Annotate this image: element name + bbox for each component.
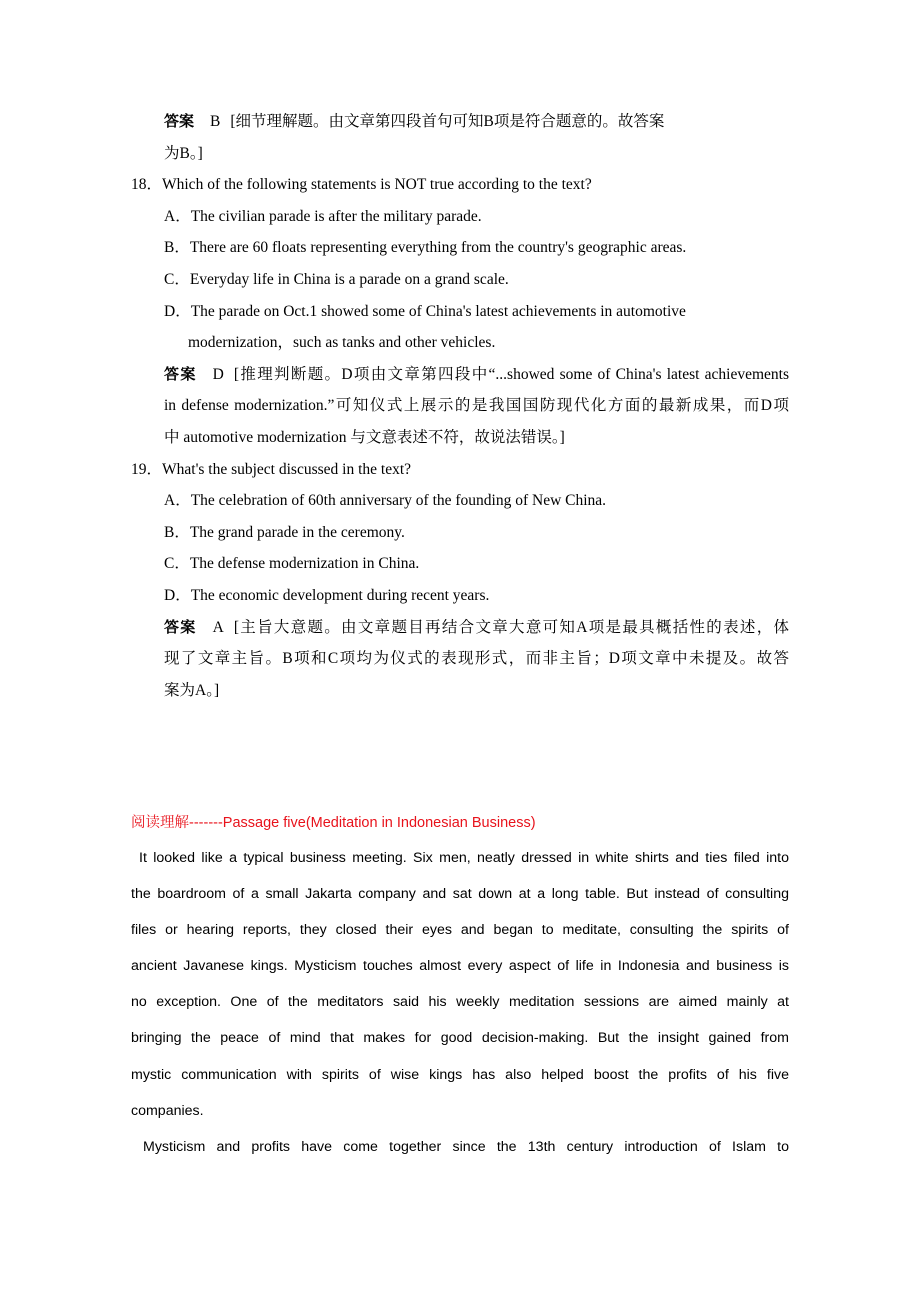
answer-explanation: [主旨大意题。由文章题目再结合文章大意可知A项是最具概括性的表述，体 — [233, 618, 789, 636]
passage-line: mystic communication with spirits of wise kings has also helped boost the profits of his five — [131, 1066, 789, 1083]
passage-line: ancient Javanese kings. Mysticism touches almost every aspect of life in Indonesia and business is — [131, 958, 789, 975]
answer-key: D — [212, 365, 224, 383]
answer-label: 答案 — [164, 617, 197, 636]
q18-option-c: C．Everyday life in China is a parade on a grand scale. — [164, 270, 509, 288]
q17-answer-cont: 为B。] — [164, 144, 203, 162]
q19-option-d: D．The economic development during recent years. — [164, 586, 490, 604]
q18-option-a: A．The civilian parade is after the military parade. — [164, 207, 482, 225]
q18-answer-cont: 中 automotive modernization 与文意表述不符，故说法错误。] — [164, 428, 565, 446]
q19-question: 19．What's the subject discussed in the text? — [131, 460, 412, 478]
passage-line: files or hearing reports, they closed their eyes and began to meditate, consulting the spirits of — [131, 922, 789, 939]
answer-key: A — [212, 618, 224, 636]
passage-body — [131, 840, 789, 1165]
q18-option-d-cont: modernization，such as tanks and other vehicles. — [188, 334, 496, 352]
passage-heading: 阅读理解-------Passage five(Meditation in Indonesian Business) — [131, 815, 536, 831]
passage-line: bringing the peace of mind that makes for good decision-making. But the insight gained from — [131, 1030, 789, 1047]
answer-key: B — [210, 113, 221, 130]
q18-answer — [0, 359, 789, 391]
passage-line: companies. — [131, 1102, 204, 1119]
q18-option-d: D．The parade on Oct.1 showed some of China's latest achievements in automotive — [164, 302, 686, 320]
answer-label: 答案 — [164, 112, 195, 130]
q19-answer-cont: 现了文章主旨。B项和C项均为仪式的表现形式，而非主旨；D项文章中未提及。故答 — [164, 650, 789, 668]
q18-question: 18．Which of the following statements is NOT true according to the text? — [131, 176, 592, 194]
q19-answer — [0, 612, 789, 644]
q19-option-a: A．The celebration of 60th anniversary of the founding of New China. — [164, 492, 607, 510]
answer-explanation: [推理判断题。D项由文章第四段中“...showed some of China's latest achievements — [233, 365, 789, 383]
passage-line: the boardroom of a small Jakarta company and sat down at a long table. But instead of consulting — [131, 886, 789, 903]
passage-line: It looked like a typical business meeting. Six men, neatly dressed in white shirts and ties filed into — [139, 850, 789, 866]
passage-line: no exception. One of the meditators said his weekly meditation sessions are aimed mainly at — [131, 994, 789, 1011]
answer-label: 答案 — [164, 364, 197, 383]
answers-section — [0, 106, 920, 706]
passage-line: Mysticism and profits have come together since the 13th century introduction of Islam to — [143, 1138, 789, 1155]
answer-explanation: [细节理解题。由文章第四段首句可知B项是符合题意的。故答案 — [230, 113, 665, 130]
q18-option-b: B．There are 60 floats representing everything from the country's geographic areas. — [164, 239, 687, 257]
q17-answer — [0, 106, 789, 138]
q18-answer-cont: in defense modernization.”可知仪式上展示的是我国国防现代化方面的最新成果，而D项 — [164, 397, 789, 415]
q19-option-b: B．The grand parade in the ceremony. — [164, 523, 405, 541]
q19-option-c: C．The defense modernization in China. — [164, 555, 420, 573]
q19-answer-cont: 案为A。] — [164, 681, 220, 699]
